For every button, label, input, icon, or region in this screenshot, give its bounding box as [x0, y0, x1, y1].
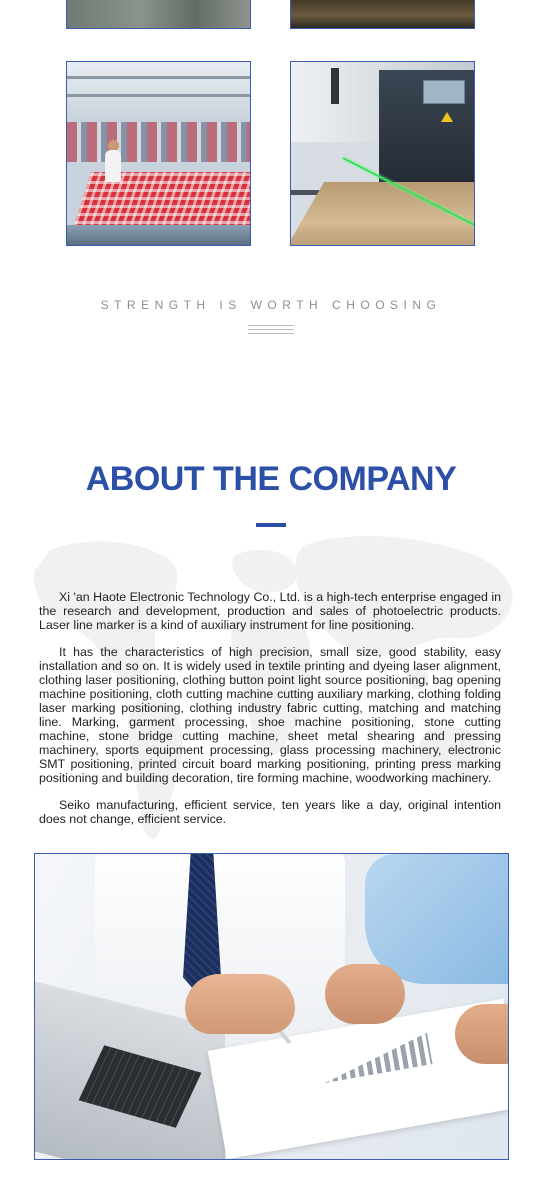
fabric-factory-photo	[66, 61, 251, 246]
strength-heading: STRENGTH IS WORTH CHOOSING	[100, 298, 442, 312]
business-meeting-photo	[34, 853, 509, 1160]
about-paragraph-intro: Xi 'an Haote Electronic Technology Co., Ltd. is a high-tech enterprise engaged in the research and development, production and sales of photoelectric products. Laser line marker is a kind of auxiliary instrument for line positioning.	[39, 590, 501, 632]
title-underline	[256, 523, 286, 527]
about-title: ABOUT THE COMPANY	[85, 460, 457, 498]
textile-partial-photo	[66, 0, 251, 29]
about-paragraph-applications: It has the characteristics of high precision, small size, good stability, easy installation and so on. It is widely used in textile printing and dyeing laser alignment, clothing laser positioning, clothing button point light source positioning, bag opening machine positioning, cloth cutting machine cutting auxiliary marking, clothing folding laser marking positioning, clothing industry fabric cutting, matching and matching line. Marking, garment processing, shoe machine positioning, stone cutting machine, stone bridge cutting machine, sheet metal shearing and pressing machinery, sports equipment processing, glass processing machinery, electronic SMT positioning, printed circuit board marking positioning, printing press marking positioning and building decoration, tire forming machine, woodworking machinery.	[39, 645, 501, 785]
wood-partial-photo	[290, 0, 475, 29]
about-paragraph-slogan: Seiko manufacturing, efficient service, ten years like a day, original intention does not change, efficient service.	[39, 798, 501, 826]
heading-divider-lines	[248, 325, 294, 337]
laser-cutting-machine-photo	[290, 61, 475, 246]
